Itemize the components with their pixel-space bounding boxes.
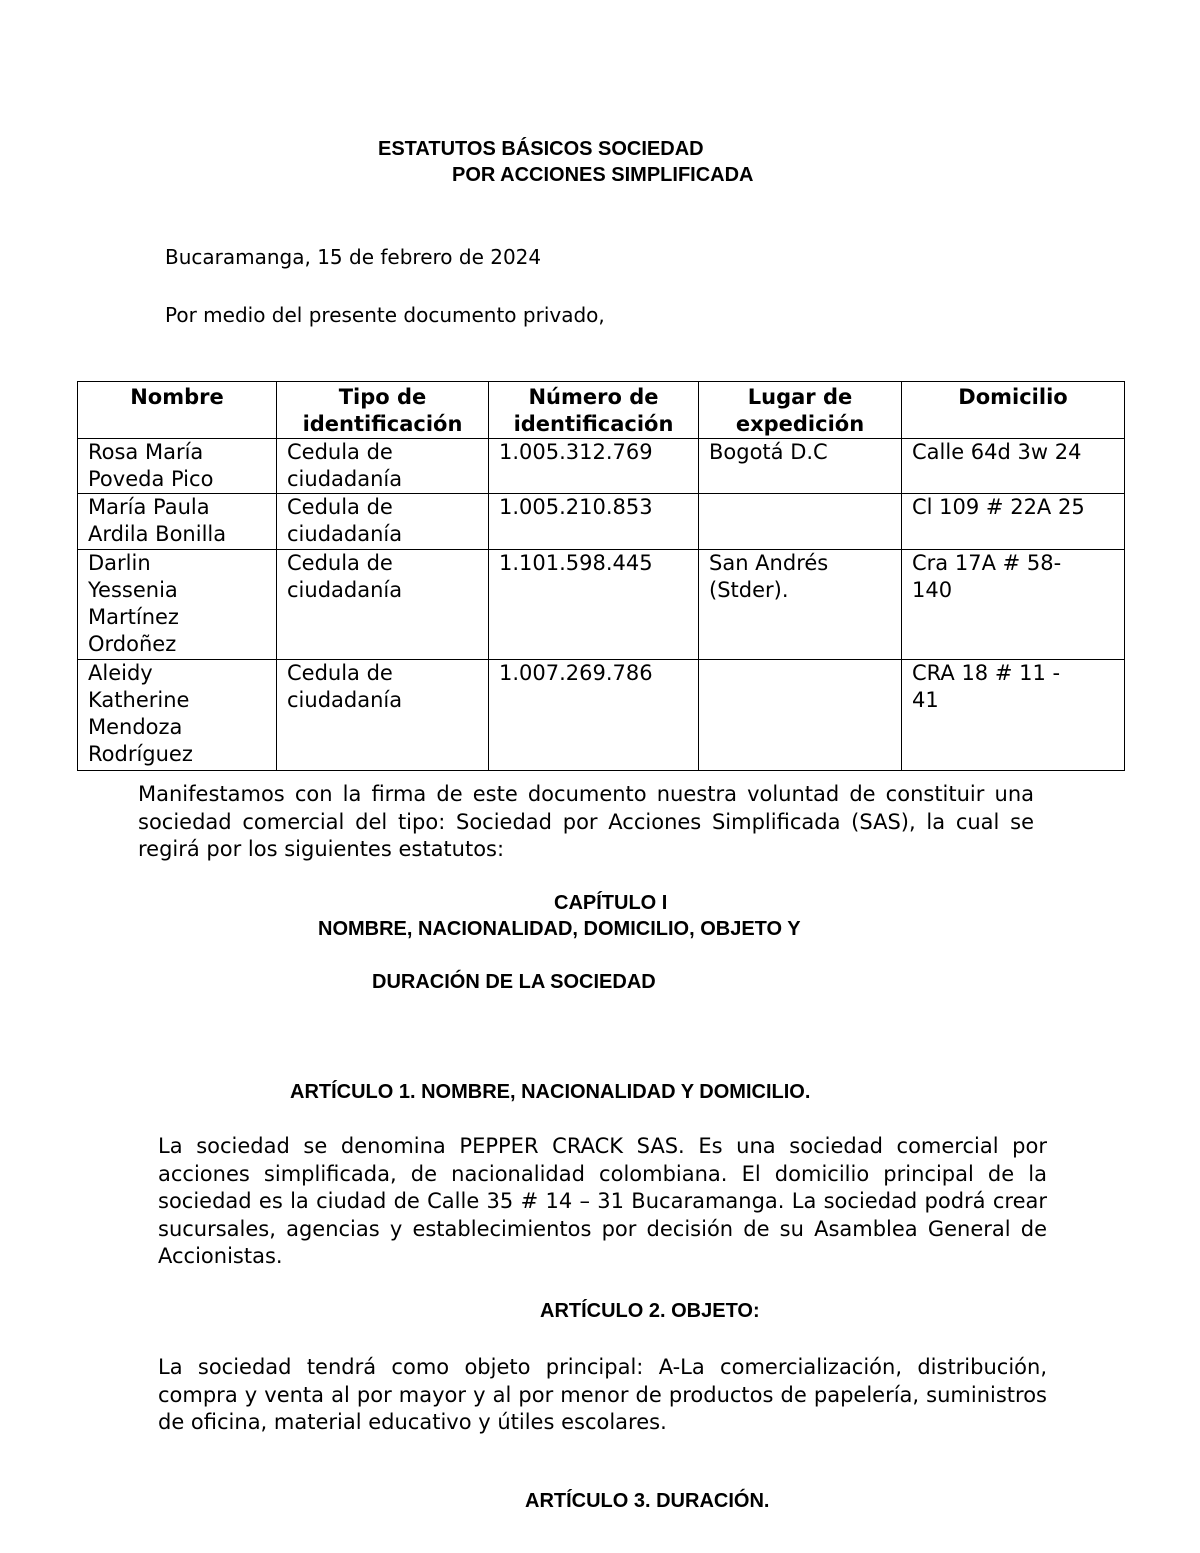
cell-nombre: [78, 494, 277, 549]
cell-line: 140: [912, 577, 953, 602]
cell-domicilio: [902, 494, 1125, 549]
table-header-row: [78, 382, 1125, 439]
cell-line: identificación: [513, 412, 674, 436]
cell-line: Rodríguez: [88, 742, 193, 767]
partners-table: [77, 381, 1125, 771]
cell-line: Poveda Pico: [88, 467, 214, 491]
cell-line: Yessenia: [88, 577, 178, 602]
document-title-line1: ESTATUTOS BÁSICOS SOCIEDAD: [378, 138, 704, 160]
cell-line: Cedula de: [287, 661, 393, 686]
cell-line: Katherine: [88, 688, 190, 713]
cell-nombre: [78, 660, 277, 771]
cell-line: Calle 64d 3w 24: [912, 440, 1082, 464]
table-row: [78, 549, 1125, 660]
cell-line: Darlin: [88, 550, 151, 575]
cell-numero: 1.005.312.769: [489, 439, 699, 494]
cell-numero: 1.005.210.853: [489, 494, 699, 549]
cell-line: María Paula: [88, 495, 210, 520]
cell-nombre: [78, 549, 277, 660]
cell-line: 41: [912, 688, 939, 713]
cell-line: (Stder).: [709, 577, 789, 602]
cell-line: ciudadanía: [287, 522, 403, 547]
cell-line: Rosa María: [88, 440, 204, 464]
table-row: [78, 494, 1125, 549]
cell-domicilio: [902, 439, 1125, 494]
cell-line: Cra 17A # 58-: [912, 550, 1062, 575]
article1-paragraph: La sociedad se denomina PEPPER CRACK SAS. Es una sociedad comercial por acciones simplificada, de nacionalidad colombiana. El domicilio principal de la sociedad es la ciudad de Calle 35 # 14 – 31 Bucaramanga. La sociedad podrá crear sucursales, agencias y establecimientos por decisión de su Asamblea General de Accionistas.: [158, 1134, 1047, 1268]
cell-line: Mendoza: [88, 715, 183, 740]
cell-line: Aleidy: [88, 661, 153, 686]
cell-line: Cedula de: [287, 440, 393, 464]
cell-line: Lugar de: [747, 385, 853, 409]
cell-line: Cedula de: [287, 550, 393, 575]
cell-lugar: [699, 439, 902, 494]
cell-line: Domicilio: [958, 385, 1068, 409]
cell-line: Nombre: [130, 385, 224, 409]
place-date: Bucaramanga, 15 de febrero de 2024: [165, 245, 542, 269]
intro-text: Por medio del presente documento privado,: [165, 303, 605, 327]
cell-line: Bogotá D.C: [709, 440, 828, 464]
manifest-paragraph: Manifestamos con la firma de este documento nuestra voluntad de constituir una sociedad comercial del tipo: Sociedad por Acciones Simplificada (SAS), la cual se regirá por los siguientes estatutos:: [138, 782, 1034, 861]
cell-line: Martínez: [88, 604, 179, 629]
table-row: [78, 439, 1125, 494]
cell-domicilio: [902, 660, 1125, 771]
cell-line: Ordoñez: [88, 631, 177, 656]
cell-lugar: [699, 549, 902, 660]
cell-line: Tipo de: [338, 385, 427, 409]
cell-domicilio: [902, 549, 1125, 660]
cell-tipo: [277, 494, 489, 549]
document-title-line2: POR ACCIONES SIMPLIFICADA: [452, 164, 754, 186]
chapter-number: CAPÍTULO I: [554, 892, 668, 914]
header-domicilio: [902, 382, 1125, 439]
cell-line: CRA 18 # 11 -: [912, 661, 1061, 686]
article2-title: ARTÍCULO 2. OBJETO:: [540, 1300, 760, 1322]
cell-line: Cedula de: [287, 495, 393, 520]
article3-title: ARTÍCULO 3. DURACIÓN.: [525, 1490, 770, 1512]
cell-line: ciudadanía: [287, 688, 403, 713]
cell-numero: 1.101.598.445: [489, 549, 699, 660]
header-tipo-identificacion: [277, 382, 489, 439]
cell-tipo: [277, 549, 489, 660]
cell-line: ciudadanía: [287, 467, 403, 491]
table-row: [78, 660, 1125, 771]
cell-line: Cl 109 # 22A 25: [912, 495, 1085, 520]
cell-tipo: [277, 439, 489, 494]
cell-lugar: [699, 494, 902, 549]
cell-tipo: [277, 660, 489, 771]
article2-paragraph: La sociedad tendrá como objeto principal: A-La comercialización, distribución, compra y venta al por mayor y al por menor de productos de papelería, suministros de oficina, material educativo y útiles escolares.: [158, 1355, 1047, 1434]
header-lugar-expedicion: [699, 382, 902, 439]
chapter-title-line2: DURACIÓN DE LA SOCIEDAD: [372, 971, 656, 993]
cell-lugar: [699, 660, 902, 771]
cell-line: San Andrés: [709, 550, 829, 575]
header-numero-identificacion: [489, 382, 699, 439]
cell-line: ciudadanía: [287, 577, 403, 602]
cell-line: expedición: [735, 412, 865, 436]
cell-line: identificación: [302, 412, 463, 436]
cell-line: Ardila Bonilla: [88, 522, 227, 547]
cell-numero: 1.007.269.786: [489, 660, 699, 771]
cell-nombre: [78, 439, 277, 494]
header-nombre: [78, 382, 277, 439]
chapter-title-line1: NOMBRE, NACIONALIDAD, DOMICILIO, OBJETO Y: [318, 918, 801, 940]
cell-line: Número de: [528, 385, 659, 409]
article1-title: ARTÍCULO 1. NOMBRE, NACIONALIDAD Y DOMICILIO.: [290, 1081, 811, 1103]
